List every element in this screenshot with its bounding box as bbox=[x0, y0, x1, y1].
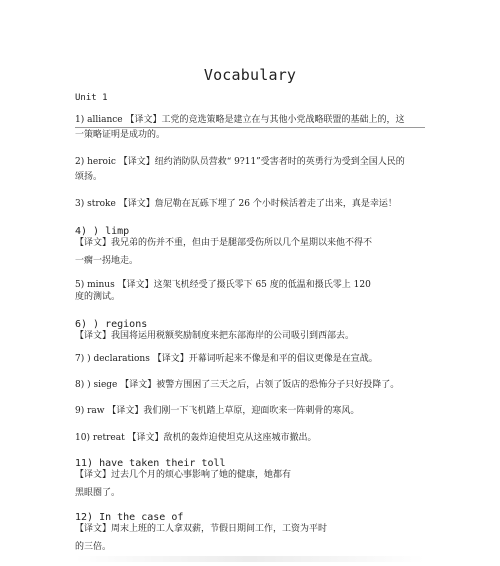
entry-5-line-2: 度的测试。 bbox=[75, 292, 121, 302]
entry-4-line-1: 4) ) limp bbox=[75, 226, 130, 237]
vocab-entry-8 bbox=[75, 378, 425, 393]
entry-12-line-2: 【译文】周末上班的工人拿双薪，节假日期间工作，工资为平时 bbox=[75, 524, 328, 534]
entry-2-line-2: 颂扬。 bbox=[75, 172, 103, 182]
vocab-entry-11 bbox=[75, 456, 425, 501]
entry-12-line-1: 12) In the case of bbox=[75, 512, 184, 523]
entry-7-line-1: 7) ) declarations 【译文】开幕词听起来不像是和平的倡议更像是在宣战。 bbox=[75, 354, 378, 364]
vocab-entry-9 bbox=[75, 404, 425, 419]
entry-4-line-2: 【译文】我兄弟的伤并不重，但由于是腿部受伤所以几个星期以来他不得不 bbox=[75, 238, 373, 248]
entry-6-line-2: 【译文】我国将运用税额奖励制度来把东部海岸的公司吸引到西部去。 bbox=[75, 331, 355, 341]
vocab-entry-7 bbox=[75, 352, 425, 367]
page-bottom-fade bbox=[75, 556, 425, 562]
entry-9-line-1: 9) raw 【译文】我们刚一下飞机踏上草原，迎面吹来一阵刺骨的寒风。 bbox=[75, 406, 360, 416]
unit-label: Unit 1 bbox=[75, 93, 108, 103]
entry-8-line-1: 8) ) siege 【译文】被警方围困了三天之后，占领了饭店的恐怖分子只好投降了。 bbox=[75, 380, 400, 390]
vocab-entry-1 bbox=[75, 113, 425, 143]
vocab-entry-4 bbox=[75, 224, 425, 269]
entry-5-line-1: 5) minus 【译文】这架飞机经受了摄氏零下 65 度的低温和摄氏零上 120 bbox=[75, 280, 371, 290]
entry-11-line-2: 【译文】过去几个月的烦心事影响了她的健康，她都有 bbox=[75, 470, 292, 480]
document-title: Vocabulary bbox=[203, 66, 297, 84]
vocab-entry-2 bbox=[75, 155, 425, 185]
entry-1-line-2: 一策略证明是成功的。 bbox=[75, 130, 166, 140]
divider-rule bbox=[75, 127, 425, 128]
entry-2-line-1: 2) heroic 【译文】纽约消防队员营救“ 9?11”受害者时的英勇行为受到全国人民的 bbox=[75, 157, 405, 167]
entry-12-line-3: 的三倍。 bbox=[75, 542, 112, 552]
entry-11-line-3: 黑眼圈了。 bbox=[75, 488, 121, 498]
entry-6-line-1: 6) ) regions bbox=[75, 319, 148, 330]
vocab-entry-12 bbox=[75, 510, 425, 555]
entry-1-line-1: 1) alliance 【译文】工党的竞选策略是建立在与其他小党战略联盟的基础上的，这 bbox=[75, 115, 405, 125]
entry-4-line-3: 一瘸一拐地走。 bbox=[75, 256, 139, 266]
vocab-entry-3 bbox=[75, 197, 425, 212]
vocab-entry-6 bbox=[75, 317, 425, 344]
vocab-entry-10 bbox=[75, 431, 425, 446]
entry-3-line-1: 3) stroke 【译文】詹尼勒在瓦砾下埋了 26 个小时候活着走了出来，真是幸运！ bbox=[75, 199, 397, 209]
entry-10-line-1: 10) retreat 【译文】敌机的轰炸迫使坦克从这座城市撤出。 bbox=[75, 433, 317, 443]
entry-11-line-1: 11) have taken their toll bbox=[75, 458, 226, 469]
vocab-entry-5 bbox=[75, 278, 425, 305]
